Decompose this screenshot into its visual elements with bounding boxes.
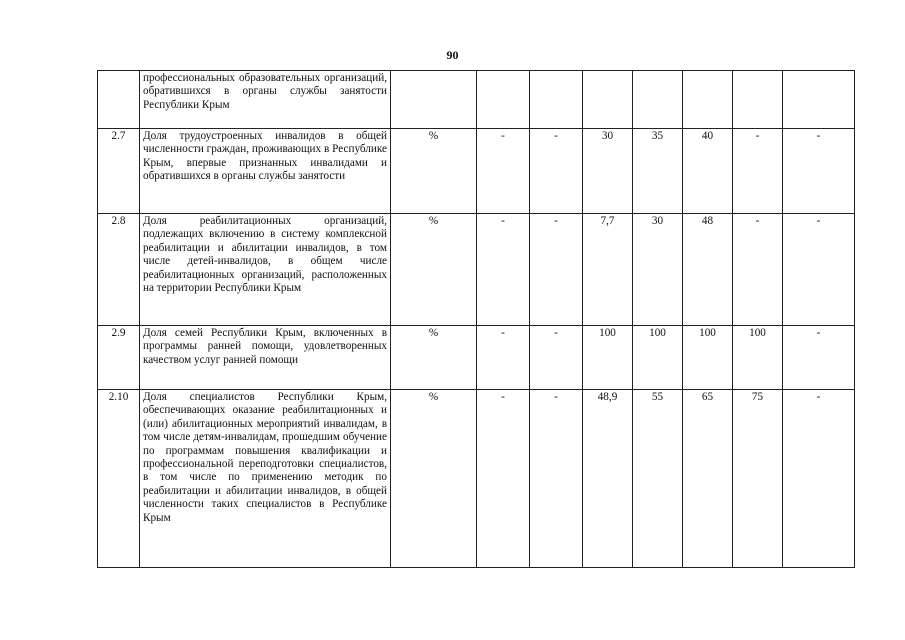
value-cell: 100 — [633, 326, 683, 390]
indicator-description: Доля трудоустроенных инвалидов в общей численности граждан, проживающих в Республике Крым, впервые признанных инвалидами и обратившихся в органы службы занятости — [140, 129, 391, 214]
table-row-continuation — [98, 71, 855, 129]
row-number — [98, 71, 140, 129]
value-cell: - — [783, 129, 855, 214]
value-cell — [683, 71, 733, 129]
value-cell — [633, 71, 683, 129]
value-cell — [733, 71, 783, 129]
unit-cell: % — [391, 214, 477, 326]
unit-cell — [391, 71, 477, 129]
value-cell: - — [733, 129, 783, 214]
value-cell: - — [477, 390, 530, 568]
value-cell: 40 — [683, 129, 733, 214]
value-cell: 48,9 — [583, 390, 633, 568]
value-cell: - — [530, 129, 583, 214]
value-cell: 30 — [633, 214, 683, 326]
page-number: 90 — [446, 48, 459, 62]
value-cell: 7,7 — [583, 214, 633, 326]
indicator-description: Доля реабилитационных организаций, подлежащих включению в систему комплексной реабилитации и абилитации инвалидов, в том числе детей-инвалидов, в общем числе реабилитационных организаций, расположенных на территории Республики Крым — [140, 214, 391, 326]
table-row-2-10 — [98, 390, 855, 568]
value-cell: 65 — [683, 390, 733, 568]
value-cell — [477, 71, 530, 129]
indicator-description: профессиональных образовательных организаций, обратившихся в органы службы занятости Республики Крым — [140, 71, 391, 129]
table-row-2-7 — [98, 129, 855, 214]
value-cell: 75 — [733, 390, 783, 568]
value-cell: 48 — [683, 214, 733, 326]
value-cell: - — [477, 214, 530, 326]
value-cell: 35 — [633, 129, 683, 214]
value-cell: - — [783, 214, 855, 326]
value-cell: - — [783, 326, 855, 390]
value-cell — [783, 71, 855, 129]
value-cell: - — [783, 390, 855, 568]
row-number: 2.8 — [98, 214, 140, 326]
value-cell — [583, 71, 633, 129]
unit-cell: % — [391, 326, 477, 390]
value-cell: - — [477, 129, 530, 214]
indicator-description: Доля семей Республики Крым, включенных в программы ранней помощи, удовлетворенных качеством услуг ранней помощи — [140, 326, 391, 390]
row-number: 2.7 — [98, 129, 140, 214]
table-row-2-8 — [98, 214, 855, 326]
value-cell: - — [477, 326, 530, 390]
value-cell: 30 — [583, 129, 633, 214]
value-cell: - — [530, 214, 583, 326]
value-cell: 100 — [683, 326, 733, 390]
indicator-description: Доля специалистов Республики Крым, обеспечивающих оказание реабилитационных и (или) абилитационных мероприятий инвалидам, в том числе детям-инвалидам, прошедшим обучение по программам повышения квалификации и профессиональной переподготовки специалистов, в том числе по применению методик по реабилитации и абилитации инвалидов, в общей численности таких специалистов в Республике Крым — [140, 390, 391, 568]
value-cell — [530, 71, 583, 129]
value-cell: 100 — [733, 326, 783, 390]
value-cell: - — [733, 214, 783, 326]
row-number: 2.10 — [98, 390, 140, 568]
value-cell: - — [530, 390, 583, 568]
table-row-2-9 — [98, 326, 855, 390]
value-cell: 55 — [633, 390, 683, 568]
value-cell: - — [530, 326, 583, 390]
row-number: 2.9 — [98, 326, 140, 390]
unit-cell: % — [391, 129, 477, 214]
unit-cell: % — [391, 390, 477, 568]
indicators-table — [97, 70, 855, 568]
value-cell: 100 — [583, 326, 633, 390]
